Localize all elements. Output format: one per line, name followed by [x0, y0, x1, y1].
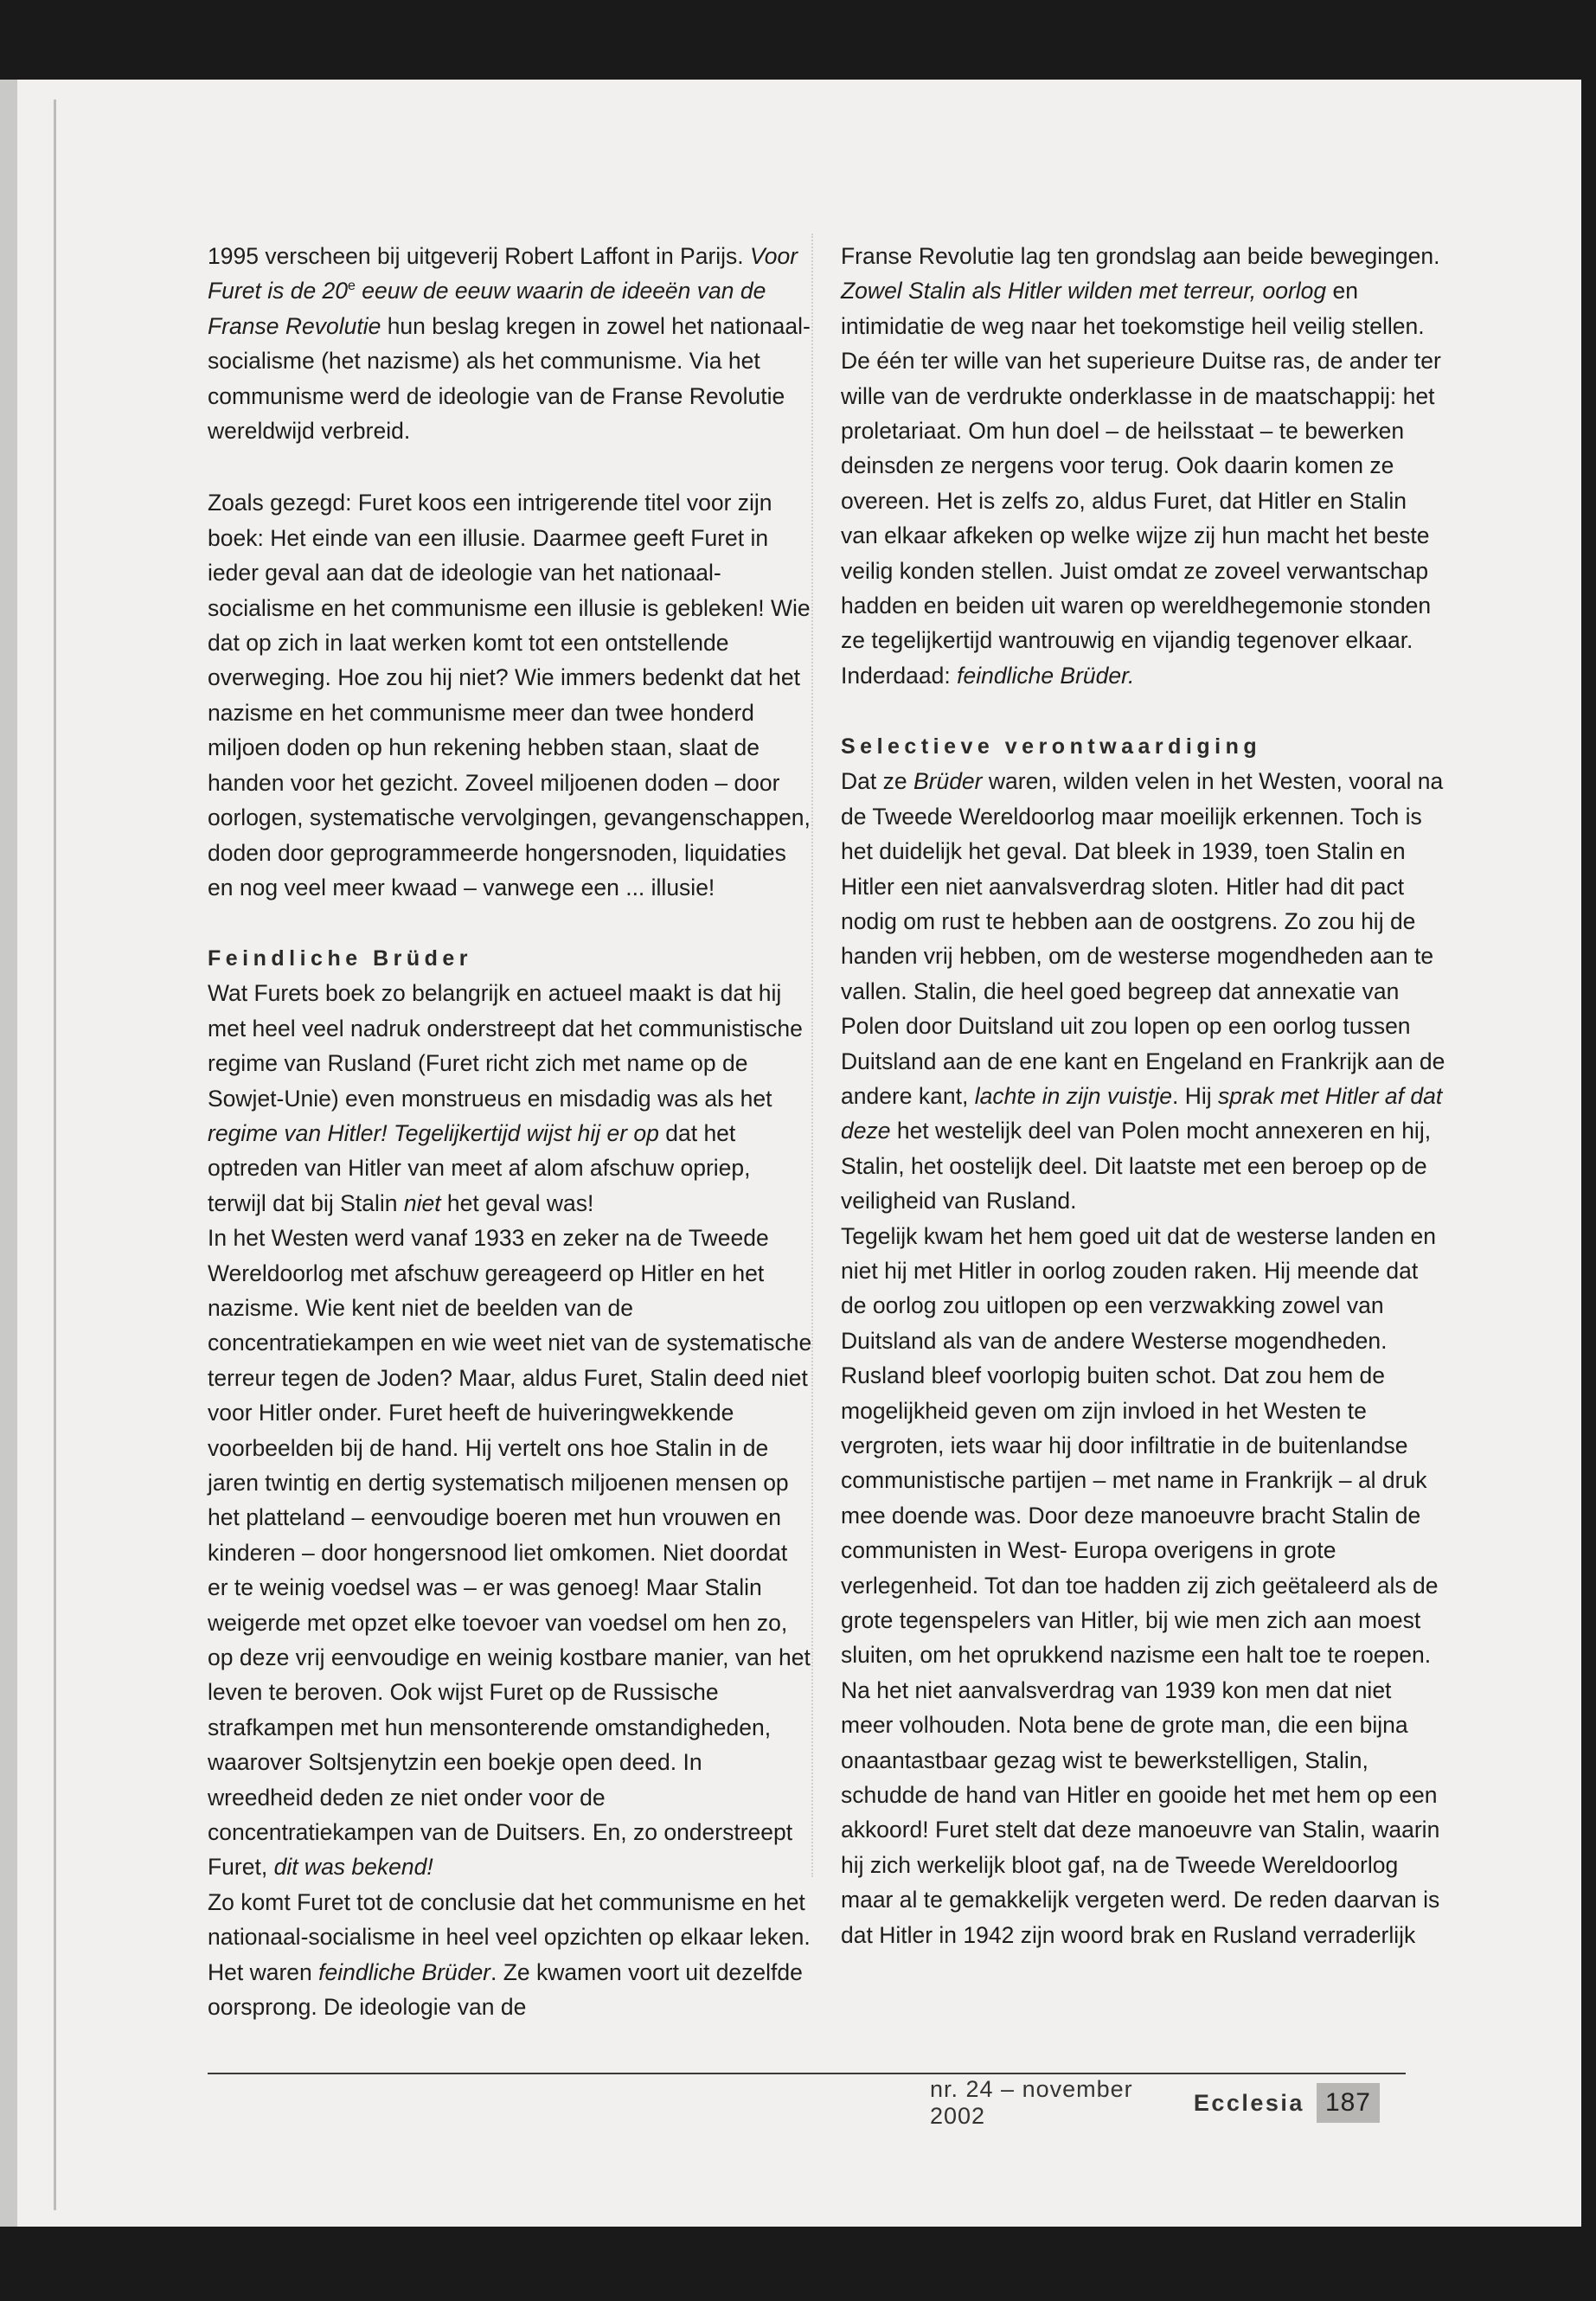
page-footer [930, 2076, 1380, 2129]
paragraph: Wat Furets boek zo belangrijk en actueel maakt is dat hij met heel veel nadruk onderstreept dat het communistische regime van Rusland (Furet richt zich met name op de Sowjet-Unie) even monstrueus en misdadig was als het regime van Hitler! Tegelijkertijd wijst hij er op dat het optreden van Hitler van meet af alom afschuw opriep, terwijl dat bij Stalin niet het geval was! [208, 980, 803, 1216]
page-number: 187 [1317, 2083, 1380, 2123]
magazine-name: Ecclesia [1193, 2089, 1304, 2116]
paragraph: Zoals gezegd: Furet koos een intrigerende titel voor zijn boek: Het einde van een illusie. Daarmee geeft Furet in ieder geval aan dat de ideologie van het nationaal-socialisme en het communisme een illusie is gebleken! Wie dat op zich in laat werken komt tot een ontstellende overweging. Hoe zou hij niet? Wie immers bedenkt dat het nazisme en het communisme meer dan twee honderd miljoen doden op hun rekening hebben staan, slaat de handen voor het gezicht. Zoveel miljoenen doden – door oorlogen, systematische vervolgingen, gevangenschappen, doden door geprogrammeerde hongersnoden, liquidaties en nog veel meer kwaad – vanwege een ... illusie! [208, 490, 811, 901]
right-column [841, 239, 1446, 1952]
section-heading: Feindliche Brüder [208, 946, 473, 971]
paragraph: 1995 verscheen bij uitgeverij Robert Laffont in Parijs. Voor Furet is de 20e eeuw de eeuw waarin de ideeën van de Franse Revolutie hun beslag kregen in zowel het nationaal-socialisme (het nazisme) als het communisme. Via het communisme werd de ideologie van de Franse Revolutie wereldwijd verbreid. [208, 243, 811, 445]
footer-rule [208, 2073, 1406, 2074]
paragraph: Franse Revolutie lag ten grondslag aan beide bewegingen. Zowel Stalin als Hitler wilden met terreur, oorlog en intimidatie de weg naar het toekomstige heil veilig stellen. De één ter wille van het superieure Duitse ras, de ander ter wille van de verdrukte onderklasse in de maatschappij: het proletariaat. Om hun doel – de heilsstaat – te bewerken deinsden ze nergens voor terug. Ook daarin komen ze overeen. Het is zelfs zo, aldus Furet, dat Hitler en Stalin van elkaar afkeken op welke wijze zij hun macht het beste veilig konden stellen. Juist omdat ze zoveel verwantschap hadden en beiden uit waren op wereldhegemonie stonden ze tegelijkertijd wantrouwig en vijandig tegenover elkaar. Inderdaad: feindliche Brüder. [841, 243, 1441, 689]
paragraph: Dat ze Brüder waren, wilden velen in het Westen, vooral na de Tweede Wereldoorlog maar moeilijk erkennen. Toch is het duidelijk het geval. Dat bleek in 1939, toen Stalin en Hitler een niet aanvalsverdrag sloten. Hitler had dit pact nodig om rust te hebben aan de oostgrens. Zo zou hij de handen vrij hebben, om de westerse mogendheden aan te vallen. Stalin, die heel goed begreep dat annexatie van Polen door Duitsland uit zou lopen op een oorlog tussen Duitsland aan de ene kant en Engeland en Frankrijk aan de andere kant, lachte in zijn vuistje. Hij sprak met Hitler af dat deze het westelijk deel van Polen mocht annexeren en hij, Stalin, het oostelijk deel. Dit laatste met een beroep op de veiligheid van Rusland. [841, 768, 1445, 1215]
binding-shadow [54, 99, 56, 2210]
paragraph: In het Westen werd vanaf 1933 en zeker na de Tweede Wereldoorlog met afschuw gereageerd op Hitler en het nazisme. Wie kent niet de beelden van de concentratiekampen en wie weet niet van de systematische terreur tegen de Joden? Maar, aldus Furet, Stalin deed niet voor Hitler onder. Furet heeft de huiveringwekkende voorbeelden bij de hand. Hij vertelt ons hoe Stalin in de jaren twintig en dertig systematisch miljoenen mensen op het platteland – eenvoudige boeren met hun vrouwen en kinderen – door hongersnood liet omkomen. Niet doordat er te weinig voedsel was – er was genoeg! Maar Stalin weigerde met opzet elke toevoer van voedsel om hen zo, op deze vrij eenvoudige en weinig kostbare manier, van het leven te beroven. Ook wijst Furet op de Russische strafkampen met hun mensonterende omstandigheden, waarover Soltsjenytzin een boekje open deed. In wreedheid deden ze niet onder voor de concentratiekampen van de Duitsers. En, zo onderstreept Furet, dit was bekend! [208, 1225, 812, 1881]
paragraph: Tegelijk kwam het hem goed uit dat de westerse landen en niet hij met Hitler in oorlog zouden raken. Hij meende dat de oorlog zou uitlopen op een verzwakking zowel van Duitsland als van de andere Westerse mogendheden. Rusland bleef voorlopig buiten schot. Dat zou hem de mogelijkheid geven om zijn invloed in het Westen te vergroten, iets waar hij door infiltratie in de buitenlandse communistische partijen – met name in Frankrijk – al druk mee doende was. Door deze manoeuvre bracht Stalin de communisten in West- Europa overigens in grote verlegenheid. Tot dan toe hadden zij zich geëtaleerd als de grote tegenspelers van Hitler, bij wie men zich aan moest sluiten, om het oprukkend nazisme een halt toe te roepen. Na het niet aanvalsverdrag van 1939 kon men dat niet meer volhouden. Nota bene de grote man, die een bijna onaantastbaar gezag wist te bewerkstelligen, Stalin, schudde de hand van Hitler en gooide het met hem op een akkoord! Furet stelt dat deze manoeuvre van Stalin, waarin hij zich werkelijk bloot gaf, na de Tweede Wereldoorlog maar al te gemakkelijk vergeten werd. De reden daarvan is dat Hitler in 1942 zijn woord brak en Rusland verraderlijk [841, 1222, 1440, 1948]
column-divider [811, 234, 814, 1877]
paragraph: Zo komt Furet tot de conclusie dat het communisme en het nationaal-socialisme in heel veel opzichten op elkaar leken. Het waren feindliche Brüder. Ze kwamen voort uit dezelfde oorsprong. De ideologie van de [208, 1888, 811, 2021]
page-edge [0, 80, 17, 2227]
issue-label: nr. 24 – november 2002 [930, 2076, 1133, 2129]
left-column [208, 239, 813, 2025]
section-heading: Selectieve verontwaardiging [841, 734, 1262, 760]
